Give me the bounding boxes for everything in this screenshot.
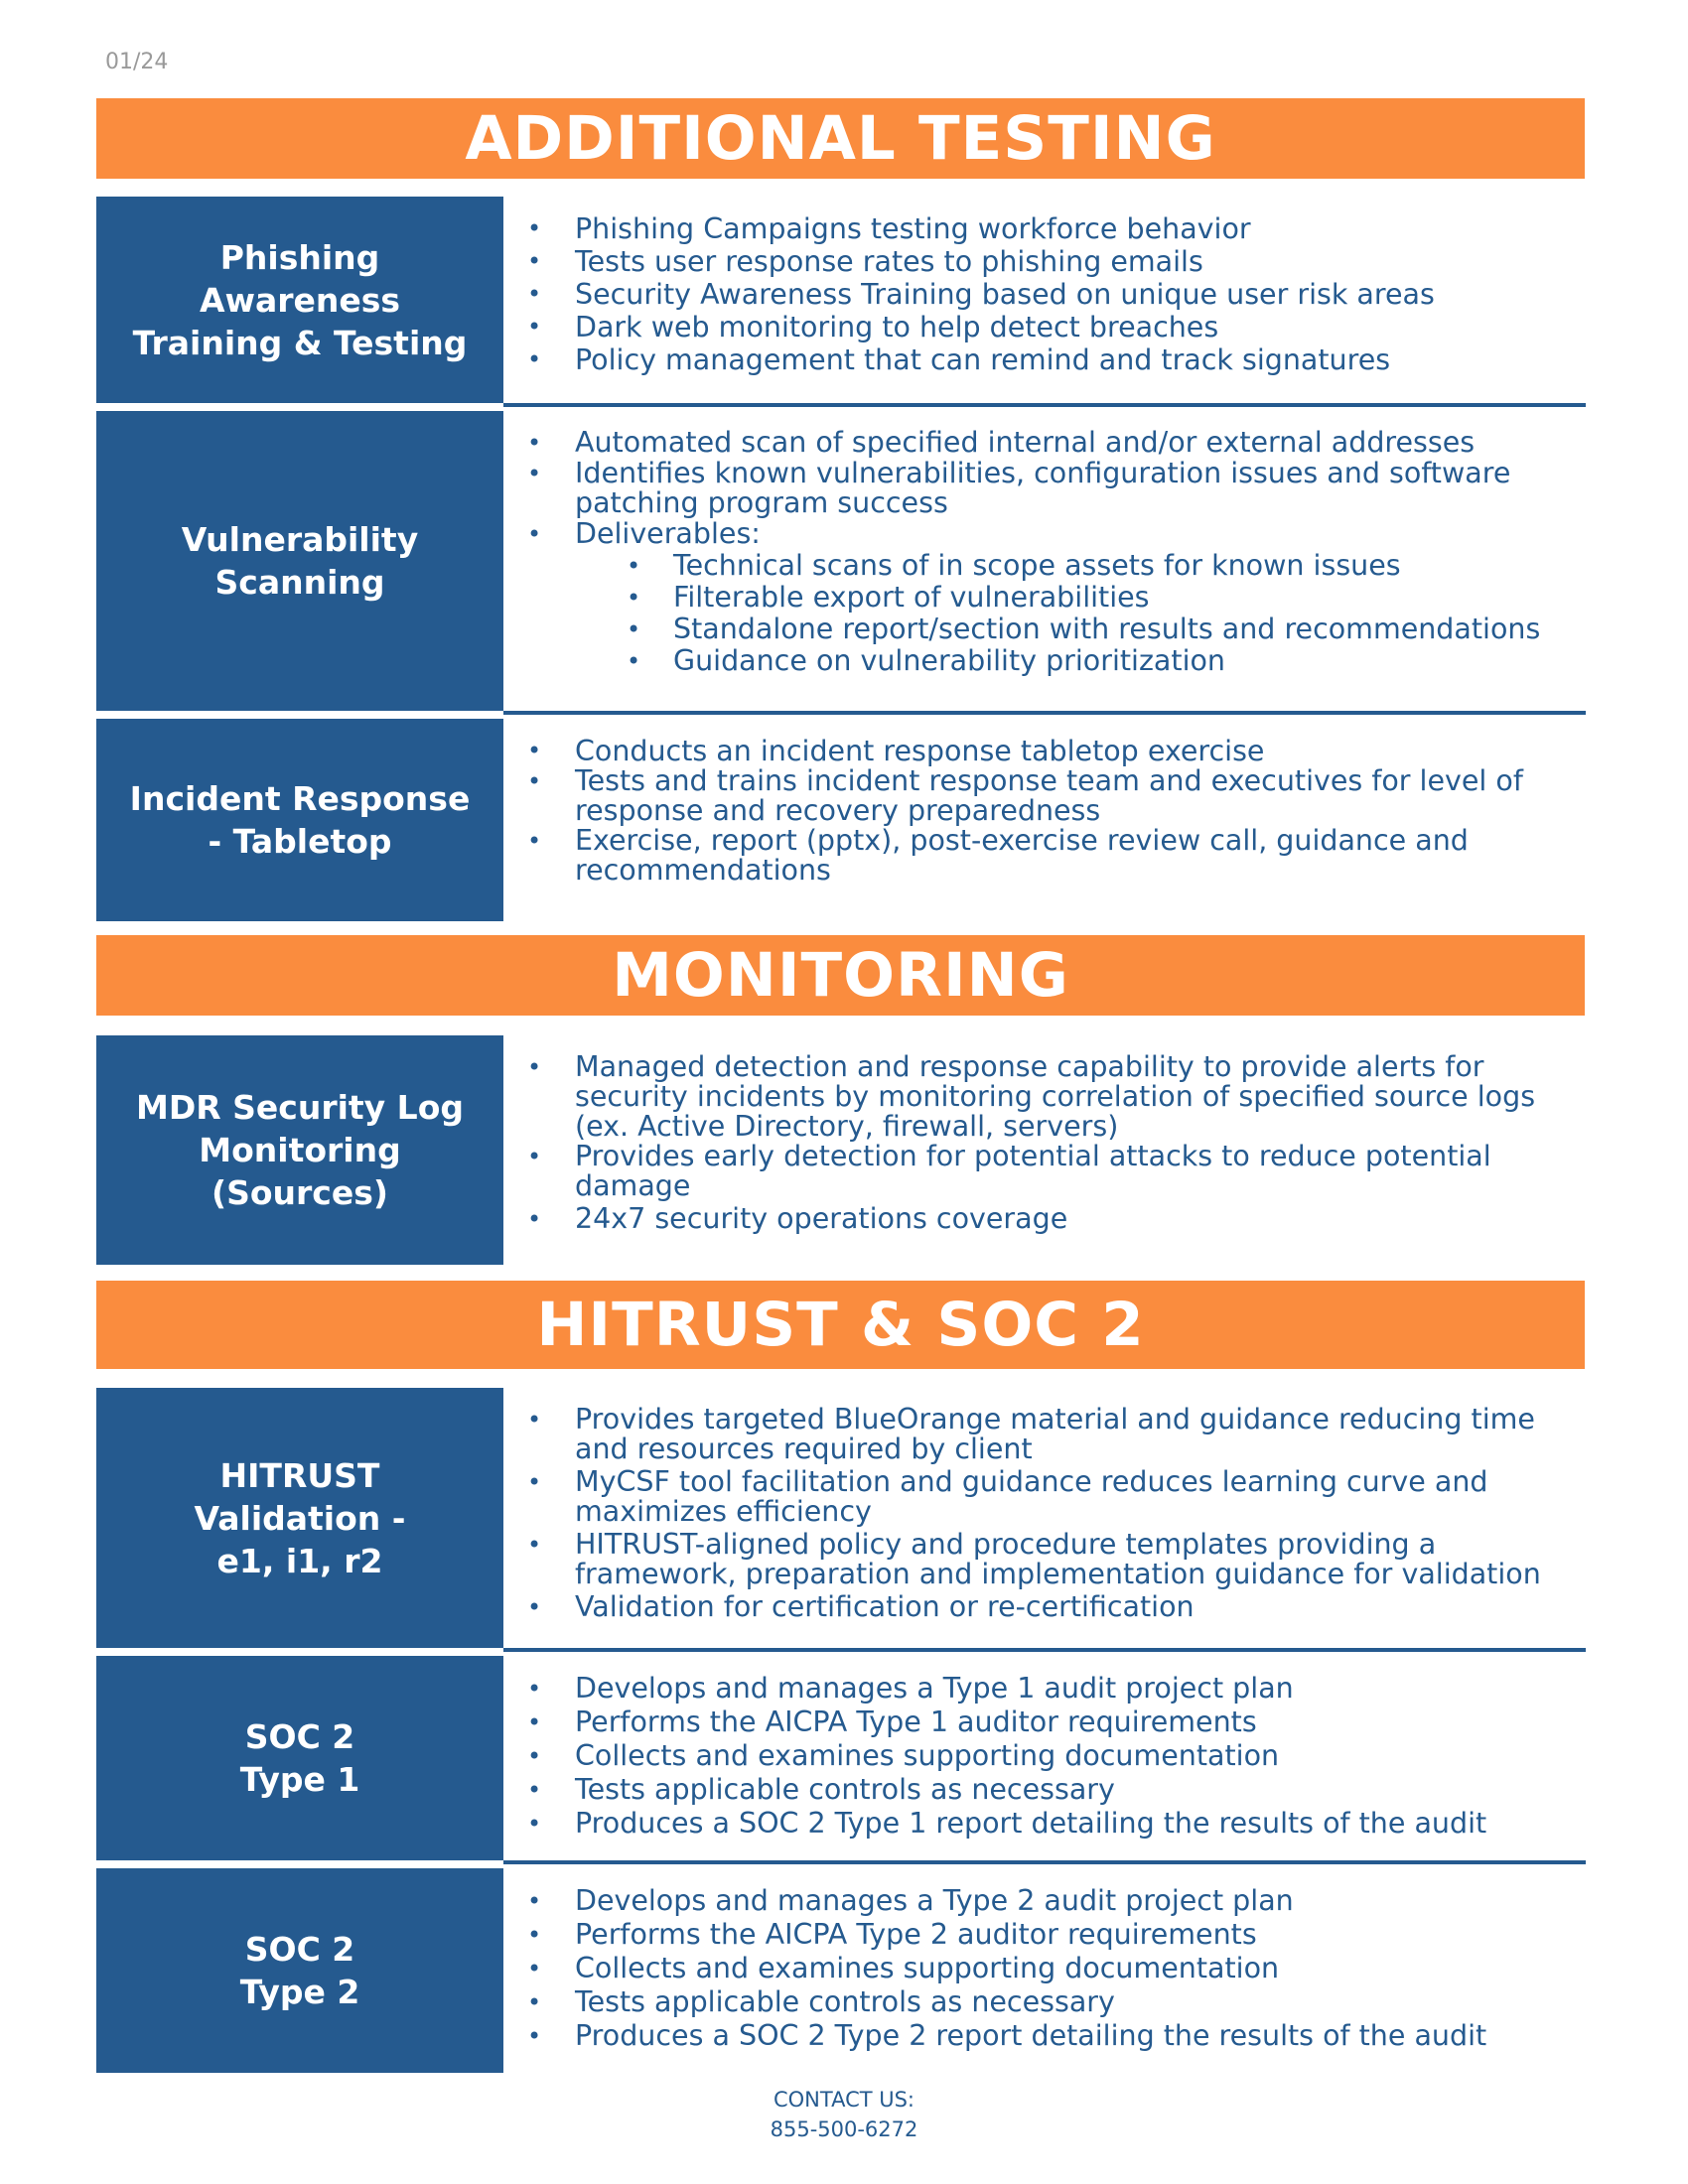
list-item: • Deliverables: xyxy=(523,518,1576,550)
service-bullets-vulnerability xyxy=(503,411,1586,711)
sub-list-item: • Standalone report/section with results and recommendations xyxy=(523,614,1576,645)
list-item: • Performs the AICPA Type 2 auditor requirements xyxy=(523,1918,1576,1952)
service-row-vulnerability xyxy=(96,411,1586,711)
list-item: • Phishing Campaigns testing workforce behavior xyxy=(523,212,1576,245)
sub-list-item: • Filterable export of vulnerabilities xyxy=(523,582,1576,614)
list-item: • Automated scan of specified internal and/or external addresses xyxy=(523,427,1576,459)
list-item: • Collects and examines supporting documentation xyxy=(523,1739,1576,1773)
service-bullets-mdr xyxy=(503,1035,1586,1265)
list-item: • Security Awareness Training based on unique user risk areas xyxy=(523,278,1576,311)
contact-phone: 855-500-6272 xyxy=(770,2117,918,2141)
service-bullets-soc2-type1 xyxy=(503,1656,1586,1860)
list-item: • Exercise, report (pptx), post-exercise review call, guidance and recommendations xyxy=(523,826,1576,886)
service-label-hitrust: HITRUST Validation - e1, i1, r2 xyxy=(96,1388,503,1648)
list-item: • Develops and manages a Type 1 audit project plan xyxy=(523,1672,1576,1706)
service-row-incident-response xyxy=(96,719,1586,921)
list-item: • MyCSF tool facilitation and guidance reduces learning curve and maximizes efficiency xyxy=(523,1467,1576,1527)
service-bullets-soc2-type2 xyxy=(503,1868,1586,2073)
list-item: • Tests user response rates to phishing emails xyxy=(523,245,1576,278)
list-item: • Develops and manages a Type 2 audit project plan xyxy=(523,1884,1576,1918)
row-divider xyxy=(503,711,1586,715)
list-item: • 24x7 security operations coverage xyxy=(523,1204,1576,1234)
sub-list-item: • Technical scans of in scope assets for known issues xyxy=(523,550,1576,582)
list-item: • HITRUST-aligned policy and procedure templates providing a framework, preparation and implementation guidance for validation xyxy=(523,1530,1576,1589)
service-label-soc2-type2: SOC 2 Type 2 xyxy=(96,1868,503,2073)
service-label-mdr: MDR Security Log Monitoring (Sources) xyxy=(96,1035,503,1265)
list-item: • Identifies known vulnerabilities, configuration issues and software patching program success xyxy=(523,459,1576,518)
service-label-incident-response: Incident Response - Tabletop xyxy=(96,719,503,921)
list-item: • Dark web monitoring to help detect breaches xyxy=(523,311,1576,343)
service-bullets-hitrust xyxy=(503,1388,1586,1648)
list-item: • Performs the AICPA Type 1 auditor requirements xyxy=(523,1706,1576,1739)
section-header-hitrust-soc2: HITRUST & SOC 2 xyxy=(96,1281,1585,1369)
service-row-soc2-type1 xyxy=(96,1656,1586,1860)
contact-label: CONTACT US: xyxy=(773,2088,915,2112)
list-item: • Produces a SOC 2 Type 1 report detailing the results of the audit xyxy=(523,1807,1576,1841)
row-divider xyxy=(503,1860,1586,1864)
list-item: • Policy management that can remind and track signatures xyxy=(523,343,1576,376)
sub-list-item: • Guidance on vulnerability prioritization xyxy=(523,645,1576,677)
list-item: • Collects and examines supporting documentation xyxy=(523,1952,1576,1985)
list-item: • Tests applicable controls as necessary xyxy=(523,1773,1576,1807)
list-item: • Conducts an incident response tabletop exercise xyxy=(523,736,1576,766)
service-row-mdr xyxy=(96,1035,1586,1265)
section-header-additional-testing: ADDITIONAL TESTING xyxy=(96,98,1585,179)
service-bullets-phishing xyxy=(503,197,1586,403)
list-item: • Validation for certification or re-certification xyxy=(523,1592,1576,1622)
list-item: • Produces a SOC 2 Type 2 report detailing the results of the audit xyxy=(523,2019,1576,2053)
list-item: • Managed detection and response capability to provide alerts for security incidents by monitoring correlation of specified source logs (ex. Active Directory, firewall, servers) xyxy=(523,1052,1576,1142)
row-divider xyxy=(503,1648,1586,1652)
list-item: • Tests and trains incident response team and executives for level of response and recovery preparedness xyxy=(523,766,1576,826)
list-item: • Provides targeted BlueOrange material and guidance reducing time and resources required by client xyxy=(523,1405,1576,1464)
service-bullets-incident-response xyxy=(503,719,1586,921)
document-date: 01/24 xyxy=(105,50,169,74)
service-label-vulnerability: Vulnerability Scanning xyxy=(96,411,503,711)
row-divider xyxy=(503,403,1586,407)
list-item: • Tests applicable controls as necessary xyxy=(523,1985,1576,2019)
service-row-hitrust xyxy=(96,1388,1586,1648)
service-label-phishing: Phishing Awareness Training & Testing xyxy=(96,197,503,403)
section-header-monitoring: MONITORING xyxy=(96,935,1585,1016)
list-item: • Provides early detection for potential attacks to reduce potential damage xyxy=(523,1142,1576,1201)
service-label-soc2-type1: SOC 2 Type 1 xyxy=(96,1656,503,1860)
contact-block xyxy=(0,2085,1688,2144)
service-row-phishing xyxy=(96,197,1586,403)
service-row-soc2-type2 xyxy=(96,1868,1586,2073)
